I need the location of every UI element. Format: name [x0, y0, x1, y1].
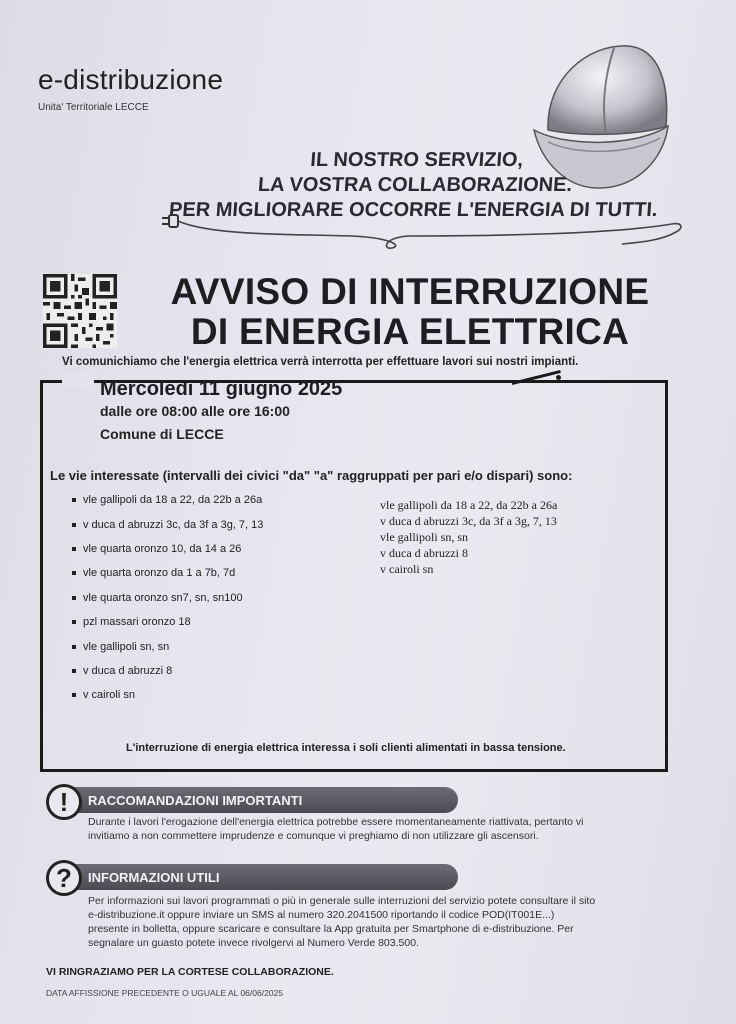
plug-cable-icon — [152, 206, 692, 256]
recommendations-text — [88, 815, 583, 843]
bullet — [72, 523, 76, 527]
streets-list-secondary — [380, 497, 557, 577]
list-item: v cairoli sn — [380, 562, 434, 576]
exclamation-icon: ! — [46, 784, 82, 820]
street-label: v duca d abruzzi 3c, da 3f a 3g, 7, 13 — [83, 518, 264, 531]
company-logo: e-distribuzione — [38, 64, 224, 95]
notice-title-line-2: DI ENERGIA ELETTRICA — [190, 311, 630, 352]
list-item: vle gallipoli sn, sn — [380, 530, 468, 544]
list-item: v duca d abruzzi 8 — [380, 546, 468, 560]
info-line-3: presente in bolletta, oppure scaricare e consultare la App gratuita per Smartphone di e-distribuzione. Per — [88, 923, 574, 935]
bullet — [72, 571, 76, 575]
outage-municipality: Comune di LECCE — [100, 426, 224, 442]
question-icon: ? — [46, 860, 82, 896]
info-text — [88, 894, 595, 950]
info-line-2: e-distribuzione.it oppure inviare un SMS al numero 320.2041500 riportando il codice POD(IT001E...) — [88, 909, 555, 921]
list-item: v duca d abruzzi 3c, da 3f a 3g, 7, 13 — [380, 514, 557, 528]
list-item — [72, 683, 263, 707]
list-item — [72, 586, 263, 610]
street-label: vle gallipoli da 18 a 22, da 22b a 26a — [83, 494, 263, 507]
list-item — [72, 512, 263, 536]
recommendations-line-1: Durante i lavori l'erogazione dell'energia elettrica potrebbe essere momentaneamente riattivata, pertanto vi — [88, 816, 584, 828]
territorial-unit: Unita' Territoriale LECCE — [38, 102, 149, 113]
bullet — [72, 547, 76, 551]
streets-heading: Le vie interessate (intervalli dei civici "da" "a" raggruppati per pari e/o dispari) sono: — [50, 468, 573, 483]
slogan-line-2: LA VOSTRA COLLABORAZIONE. — [257, 174, 573, 196]
outage-hours: dalle ore 08:00 alle ore 16:00 — [100, 403, 290, 419]
list-item — [72, 488, 263, 512]
list-item — [72, 610, 263, 634]
list-item — [72, 537, 263, 561]
street-label: vle quarta oronzo 10, da 14 a 26 — [83, 542, 242, 555]
list-item — [72, 561, 263, 585]
info-line-1: Per informazioni sui lavori programmati o più in generale sulle interruzioni del servizio potete consultare il sito — [88, 895, 596, 907]
bullet — [72, 498, 76, 502]
street-label: vle quarta oronzo sn7, sn, sn100 — [83, 591, 243, 604]
street-label: v cairoli sn — [83, 689, 135, 702]
box-tick-dot — [556, 375, 561, 380]
recommendations-title: RACCOMANDAZIONI IMPORTANTI — [88, 792, 303, 808]
info-title: INFORMAZIONI UTILI — [88, 869, 220, 885]
thanks-line: VI RINGRAZIAMO PER LA CORTESE COLLABORAZIONE. — [46, 966, 334, 978]
list-item — [72, 659, 263, 683]
box-gap — [62, 374, 94, 386]
notice-title-line-1: AVVISO DI INTERRUZIONE — [170, 271, 650, 312]
bullet — [72, 620, 76, 624]
street-label: pzl massari oronzo 18 — [83, 616, 191, 629]
bullet — [72, 596, 76, 600]
bullet — [72, 693, 76, 697]
street-label: vle gallipoli sn, sn — [83, 640, 170, 653]
list-item: vle gallipoli da 18 a 22, da 22b a 26a — [380, 498, 558, 512]
notice-intro: Vi comunichiamo che l'energia elettrica verrà interrotta per effettuare lavori sui nostri impianti. — [62, 356, 579, 368]
street-label: vle quarta oronzo da 1 a 7b, 7d — [83, 567, 236, 580]
recommendations-line-2: invitiamo a non commettere imprudenze e comunque vi preghiamo di non utilizzare gli ascensori. — [88, 830, 539, 842]
bullet — [72, 645, 76, 649]
info-line-4: segnalare un guasto potete invece rivolgervi al Numero Verde 803.500. — [88, 937, 419, 949]
recommendations-header — [66, 787, 458, 813]
info-header — [66, 864, 458, 890]
streets-list — [72, 488, 263, 708]
outage-date: Mercoledì 11 giugno 2025 — [100, 378, 343, 400]
low-voltage-note: L'interruzione di energia elettrica interessa i soli clienti alimentati in bassa tensione. — [126, 742, 566, 754]
posting-date: DATA AFFISSIONE PRECEDENTE O UGUALE AL 06/06/2025 — [46, 988, 283, 998]
slogan-line-3: PER MIGLIORARE OCCORRE L'ENERGIA DI TUTTI. — [168, 199, 659, 221]
street-label: v duca d abruzzi 8 — [83, 664, 173, 677]
list-item — [72, 634, 263, 658]
qr-code — [42, 274, 118, 348]
notice-title — [110, 272, 710, 352]
bullet — [72, 669, 76, 673]
slogan-line-1: IL NOSTRO SERVIZIO, — [309, 149, 524, 171]
